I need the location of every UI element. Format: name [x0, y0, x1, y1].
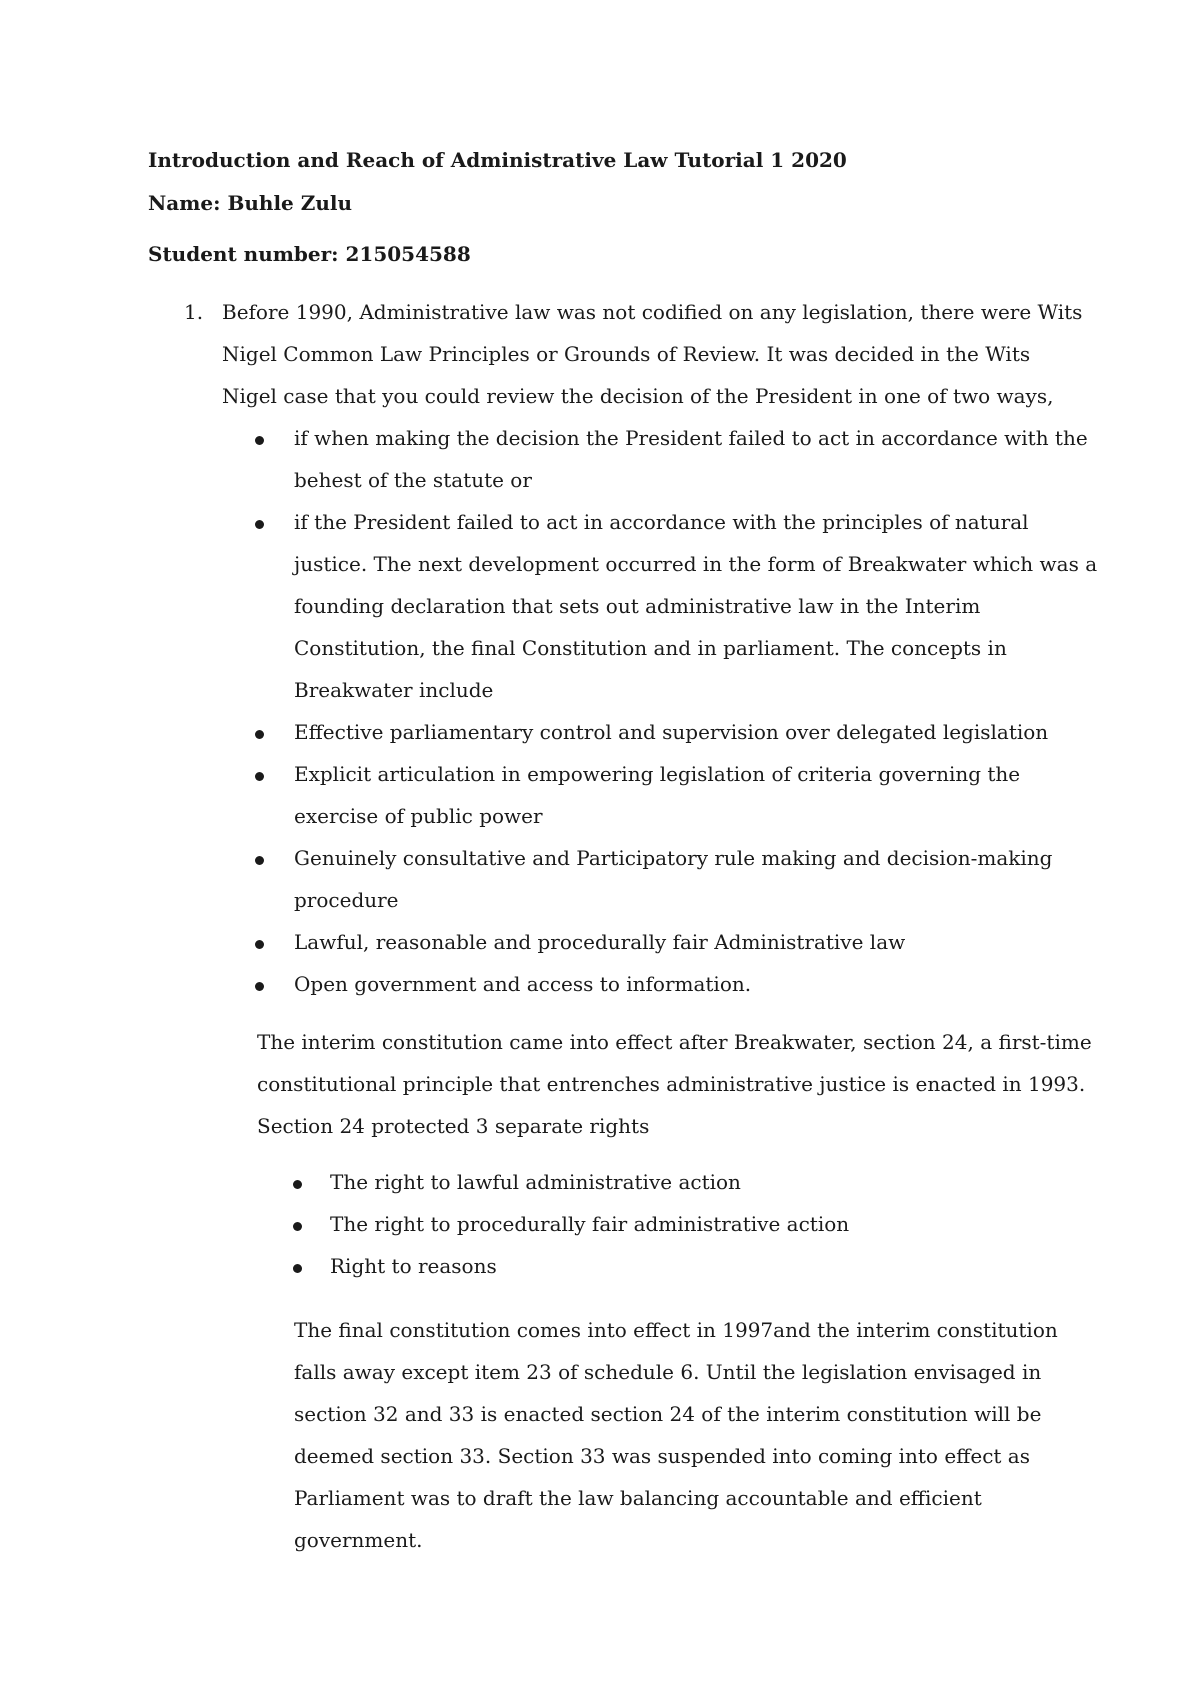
- bullet-icon: [255, 940, 264, 949]
- bullet-icon: [293, 1222, 302, 1231]
- bullet-line: justice. The next development occurred in the form of Breakwater which was a: [294, 552, 1098, 576]
- bullet-line: Open government and access to information.: [294, 972, 752, 996]
- bullet-line: exercise of public power: [294, 804, 543, 828]
- bullet-line: Effective parliamentary control and supervision over delegated legislation: [294, 720, 1049, 744]
- bullet-line: Breakwater include: [294, 678, 494, 702]
- bullet-icon: [255, 520, 264, 529]
- bullet-line: procedure: [294, 888, 399, 912]
- document-title: Introduction and Reach of Administrative Law Tutorial 1 2020: [148, 148, 847, 172]
- bullet-icon: [255, 982, 264, 991]
- paragraph-line: The interim constitution came into effect after Breakwater, section 24, a first-time: [257, 1030, 1092, 1054]
- paragraph-line: government.: [294, 1528, 423, 1552]
- item1-line: Before 1990, Administrative law was not codified on any legislation, there were Wits: [222, 300, 1083, 324]
- item1-line: Nigel case that you could review the decision of the President in one of two ways,: [222, 384, 1054, 408]
- bullet-icon: [293, 1180, 302, 1189]
- paragraph-line: constitutional principle that entrenches administrative justice is enacted in 1993.: [257, 1072, 1086, 1096]
- bullet-line: The right to lawful administrative action: [330, 1170, 741, 1194]
- bullet-line: Genuinely consultative and Participatory rule making and decision-making: [294, 846, 1053, 870]
- list-number: 1.: [184, 300, 204, 324]
- name-line: Name: Buhle Zulu: [148, 191, 353, 215]
- bullet-icon: [255, 436, 264, 445]
- paragraph-line: Parliament was to draft the law balancing accountable and efficient: [294, 1486, 982, 1510]
- bullet-line: Lawful, reasonable and procedurally fair Administrative law: [294, 930, 906, 954]
- paragraph-line: Section 24 protected 3 separate rights: [257, 1114, 650, 1138]
- bullet-icon: [255, 856, 264, 865]
- bullet-line: The right to procedurally fair administrative action: [330, 1212, 850, 1236]
- bullet-line: Constitution, the final Constitution and in parliament. The concepts in: [294, 636, 1007, 660]
- bullet-line: if the President failed to act in accordance with the principles of natural: [294, 510, 1029, 534]
- bullet-line: Right to reasons: [330, 1254, 497, 1278]
- bullet-icon: [255, 730, 264, 739]
- bullet-icon: [293, 1264, 302, 1273]
- item1-line: Nigel Common Law Principles or Grounds of Review. It was decided in the Wits: [222, 342, 1031, 366]
- paragraph-line: deemed section 33. Section 33 was suspended into coming into effect as: [294, 1444, 1030, 1468]
- paragraph-line: section 32 and 33 is enacted section 24 of the interim constitution will be: [294, 1402, 1042, 1426]
- bullet-line: founding declaration that sets out administrative law in the Interim: [294, 594, 981, 618]
- paragraph-line: falls away except item 23 of schedule 6. Until the legislation envisaged in: [294, 1360, 1042, 1384]
- paragraph-line: The final constitution comes into effect in 1997and the interim constitution: [294, 1318, 1058, 1342]
- bullet-icon: [255, 772, 264, 781]
- student-number-line: Student number: 215054588: [148, 242, 471, 266]
- bullet-line: if when making the decision the President failed to act in accordance with the: [294, 426, 1088, 450]
- bullet-line: behest of the statute or: [294, 468, 532, 492]
- bullet-line: Explicit articulation in empowering legislation of criteria governing the: [294, 762, 1021, 786]
